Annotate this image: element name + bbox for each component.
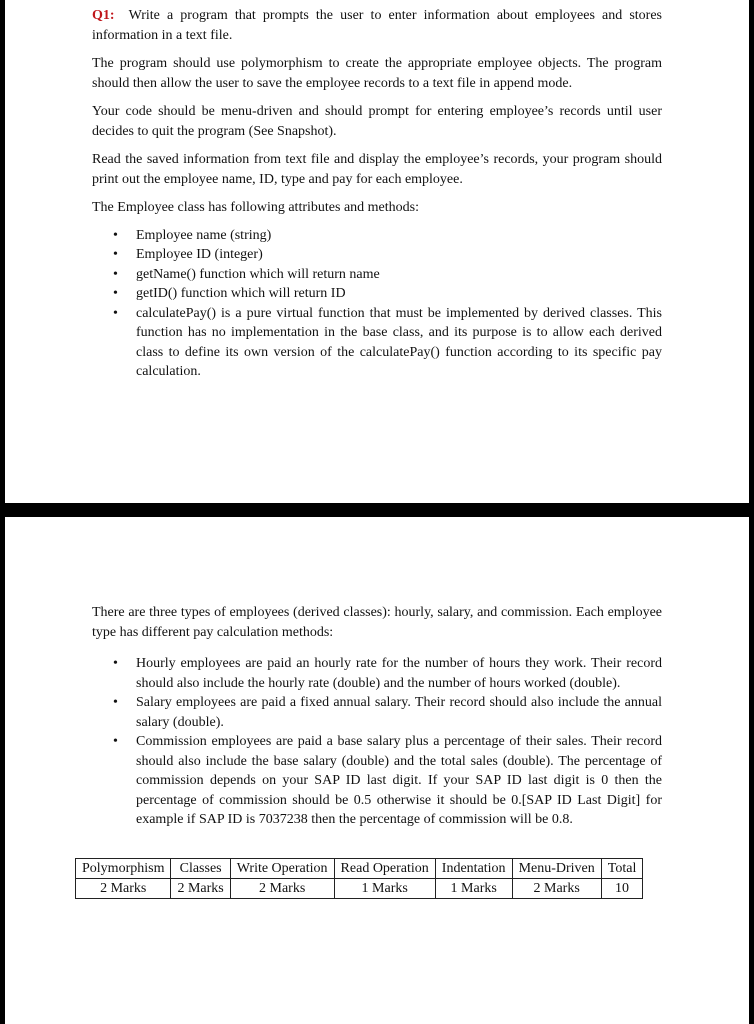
question-label: Q1: xyxy=(92,8,115,23)
table-cell: 1 Marks xyxy=(435,878,512,898)
list-item: • Hourly employees are paid an hourly rate for the number of hours they work. Their record should also include the hourly rate (double) and the number of hours worked (double). xyxy=(92,654,662,693)
table-header-cell: Classes xyxy=(171,858,230,878)
paragraph-employee-class: The Employee class has following attributes and methods: xyxy=(92,200,419,215)
table-header-cell: Polymorphism xyxy=(76,858,171,878)
list-item: • getID() function which will return ID xyxy=(92,284,662,304)
employee-types-list xyxy=(92,654,749,830)
table-cell: 10 xyxy=(601,878,643,898)
employee-attributes-list xyxy=(92,226,749,382)
question-text: Write a program that prompts the user to enter information about employees and stores information in a text file. xyxy=(92,8,662,43)
table-header-cell: Menu-Driven xyxy=(512,858,601,878)
list-item: • Salary employees are paid a fixed annual salary. Their record should also include the annual salary (double). xyxy=(92,693,662,732)
marks-table xyxy=(75,858,643,899)
list-item: • Commission employees are paid a base salary plus a percentage of their sales. Their record should also include the base salary (double) and the total sales (double). The percentage of commission depends on your SAP ID last digit. If your SAP ID last digit is 0 then the percentage of commission should be 0.5 otherwise it should be 0.[SAP ID Last Digit] for example if SAP ID is 7037238 then the percentage of commission will be 0.8. xyxy=(92,732,662,830)
table-cell: 2 Marks xyxy=(230,878,334,898)
table-header-cell: Write Operation xyxy=(230,858,334,878)
table-row xyxy=(76,878,643,898)
paragraph-polymorphism: The program should use polymorphism to create the appropriate employee objects. The program should then allow the user to save the employee records to a text file in append mode. xyxy=(92,56,662,91)
list-item: • getName() function which will return name xyxy=(92,265,662,285)
list-item: • Employee name (string) xyxy=(92,226,662,246)
table-cell: 1 Marks xyxy=(334,878,435,898)
question-heading xyxy=(92,6,662,45)
table-cell: 2 Marks xyxy=(171,878,230,898)
list-item: • Employee ID (integer) xyxy=(92,245,662,265)
list-item: • calculatePay() is a pure virtual function that must be implemented by derived classes. This function has no implementation in the base class, and its purpose is to allow each derived class to define its own version of the calculatePay() function according to its specific pay calculation. xyxy=(92,304,662,382)
table-header-cell: Read Operation xyxy=(334,858,435,878)
page-2 xyxy=(5,517,749,1024)
table-cell: 2 Marks xyxy=(76,878,171,898)
table-row xyxy=(76,858,643,878)
table-header-cell: Indentation xyxy=(435,858,512,878)
page-1 xyxy=(5,0,749,503)
table-header-cell: Total xyxy=(601,858,643,878)
table-cell: 2 Marks xyxy=(512,878,601,898)
paragraph-employee-types: There are three types of employees (derived classes): hourly, salary, and commission. Each employee type has different pay calculation methods: xyxy=(92,605,662,640)
paragraph-read-file: Read the saved information from text file and display the employee’s records, your program should print out the employee name, ID, type and pay for each employee. xyxy=(92,152,662,187)
paragraph-menu-driven: Your code should be menu-driven and should prompt for entering employee’s records until user decides to quit the program (See Snapshot). xyxy=(92,104,662,139)
